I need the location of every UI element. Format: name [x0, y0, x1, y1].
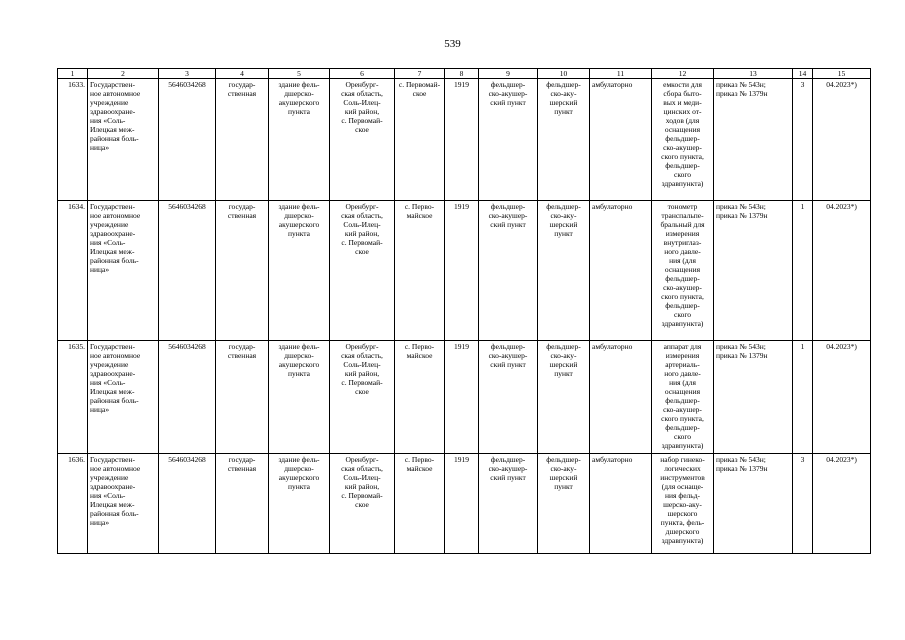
column-number: 6 — [330, 69, 395, 79]
facility-type-cell: фельдшер- ско-акушер- ский пункт — [479, 454, 538, 554]
inn-cell: 5646034268 — [159, 341, 216, 454]
table-row — [58, 341, 871, 454]
building-cell: здание фель- дшерско- акушерского пункта — [269, 454, 330, 554]
equipment-cell: емкости для сбора быто- вых и меди- цинских от- ходов (для оснащения фельдшер- ско-акушер- ского пункта, фельдшер- ского здравпункта) — [652, 79, 714, 201]
facility-type-cell: фельдшер- ско-акушер- ский пункт — [479, 341, 538, 454]
unit-type-cell: фельдшер- ско-аку- шерский пункт — [538, 79, 590, 201]
building-cell: здание фель- дшерско- акушерского пункта — [269, 201, 330, 341]
row-number: 1634. — [58, 201, 88, 341]
inn-cell: 5646034268 — [159, 454, 216, 554]
ownership-cell: государ- ственная — [216, 454, 269, 554]
table-row — [58, 454, 871, 554]
row-number: 1636. — [58, 454, 88, 554]
organization-cell: Государствен- ное автономное учреждение здравоохране- ния «Соль- Илецкая меж- районная боль- ница» — [88, 79, 159, 201]
column-number: 2 — [88, 69, 159, 79]
date-cell: 04.2023*) — [813, 201, 871, 341]
equipment-cell: аппарат для измерения артериаль- ного давле- ния (для оснащения фельдшер- ско-акушер- ского пункта, фельдшер- ского здравпункта) — [652, 341, 714, 454]
ownership-cell: государ- ственная — [216, 341, 269, 454]
row-number: 1633. — [58, 79, 88, 201]
order-cell: приказ № 543н; приказ № 1379н — [714, 341, 793, 454]
facility-type-cell: фельдшер- ско-акушер- ский пункт — [479, 201, 538, 341]
year-cell: 1919 — [445, 454, 479, 554]
table-row — [58, 79, 871, 201]
address-cell: Оренбург- ская область, Соль-Илец- кий район, с. Первомай- ское — [330, 79, 395, 201]
settlement-cell: с. Первомай- ское — [395, 79, 445, 201]
column-number: 1 — [58, 69, 88, 79]
order-cell: приказ № 543н; приказ № 1379н — [714, 79, 793, 201]
settlement-cell: с. Перво- майское — [395, 201, 445, 341]
ownership-cell: государ- ственная — [216, 201, 269, 341]
column-number: 11 — [590, 69, 652, 79]
column-number: 5 — [269, 69, 330, 79]
unit-type-cell: фельдшер- ско-аку- шерский пункт — [538, 201, 590, 341]
column-number: 3 — [159, 69, 216, 79]
settlement-cell: с. Перво- майское — [395, 341, 445, 454]
address-cell: Оренбург- ская область, Соль-Илец- кий район, с. Первомай- ское — [330, 454, 395, 554]
equipment-cell: тонометр транспальпе- бральный для измерения внутриглаз- ного давле- ния (для оснащения фельдшер- ско-акушер- ского пункта, фельдшер- ского здравпункта) — [652, 201, 714, 341]
year-cell: 1919 — [445, 79, 479, 201]
table-row — [58, 201, 871, 341]
address-cell: Оренбург- ская область, Соль-Илец- кий район, с. Первомай- ское — [330, 341, 395, 454]
column-number: 9 — [479, 69, 538, 79]
column-number: 15 — [813, 69, 871, 79]
care-form-cell: амбулаторно — [590, 454, 652, 554]
column-number: 8 — [445, 69, 479, 79]
date-cell: 04.2023*) — [813, 454, 871, 554]
organization-cell: Государствен- ное автономное учреждение здравоохране- ния «Соль- Илецкая меж- районная боль- ница» — [88, 341, 159, 454]
facility-type-cell: фельдшер- ско-акушер- ский пункт — [479, 79, 538, 201]
column-number-row — [58, 69, 871, 79]
column-number: 13 — [714, 69, 793, 79]
organization-cell: Государствен- ное автономное учреждение здравоохране- ния «Соль- Илецкая меж- районная боль- ница» — [88, 454, 159, 554]
column-number: 7 — [395, 69, 445, 79]
ownership-cell: государ- ственная — [216, 79, 269, 201]
building-cell: здание фель- дшерско- акушерского пункта — [269, 341, 330, 454]
registry-table — [57, 68, 871, 554]
care-form-cell: амбулаторно — [590, 79, 652, 201]
order-cell: приказ № 543н; приказ № 1379н — [714, 454, 793, 554]
unit-type-cell: фельдшер- ско-аку- шерский пункт — [538, 454, 590, 554]
unit-type-cell: фельдшер- ско-аку- шерский пункт — [538, 341, 590, 454]
order-cell: приказ № 543н; приказ № 1379н — [714, 201, 793, 341]
care-form-cell: амбулаторно — [590, 341, 652, 454]
quantity-cell: 1 — [793, 201, 813, 341]
page-number: 539 — [444, 38, 461, 50]
inn-cell: 5646034268 — [159, 79, 216, 201]
organization-cell: Государствен- ное автономное учреждение здравоохране- ния «Соль- Илецкая меж- районная боль- ница» — [88, 201, 159, 341]
date-cell: 04.2023*) — [813, 79, 871, 201]
column-number: 4 — [216, 69, 269, 79]
quantity-cell: 3 — [793, 79, 813, 201]
year-cell: 1919 — [445, 201, 479, 341]
equipment-cell: набор гинеко- логических инструментов (для оснаще- ния фельд- шерско-аку- шерского пункта, фель- дшерского здравпункта) — [652, 454, 714, 554]
settlement-cell: с. Перво- майское — [395, 454, 445, 554]
quantity-cell: 1 — [793, 341, 813, 454]
column-number: 14 — [793, 69, 813, 79]
column-number: 12 — [652, 69, 714, 79]
date-cell: 04.2023*) — [813, 341, 871, 454]
care-form-cell: амбулаторно — [590, 201, 652, 341]
building-cell: здание фель- дшерско- акушерского пункта — [269, 79, 330, 201]
inn-cell: 5646034268 — [159, 201, 216, 341]
year-cell: 1919 — [445, 341, 479, 454]
quantity-cell: 3 — [793, 454, 813, 554]
column-number: 10 — [538, 69, 590, 79]
address-cell: Оренбург- ская область, Соль-Илец- кий район, с. Первомай- ское — [330, 201, 395, 341]
row-number: 1635. — [58, 341, 88, 454]
